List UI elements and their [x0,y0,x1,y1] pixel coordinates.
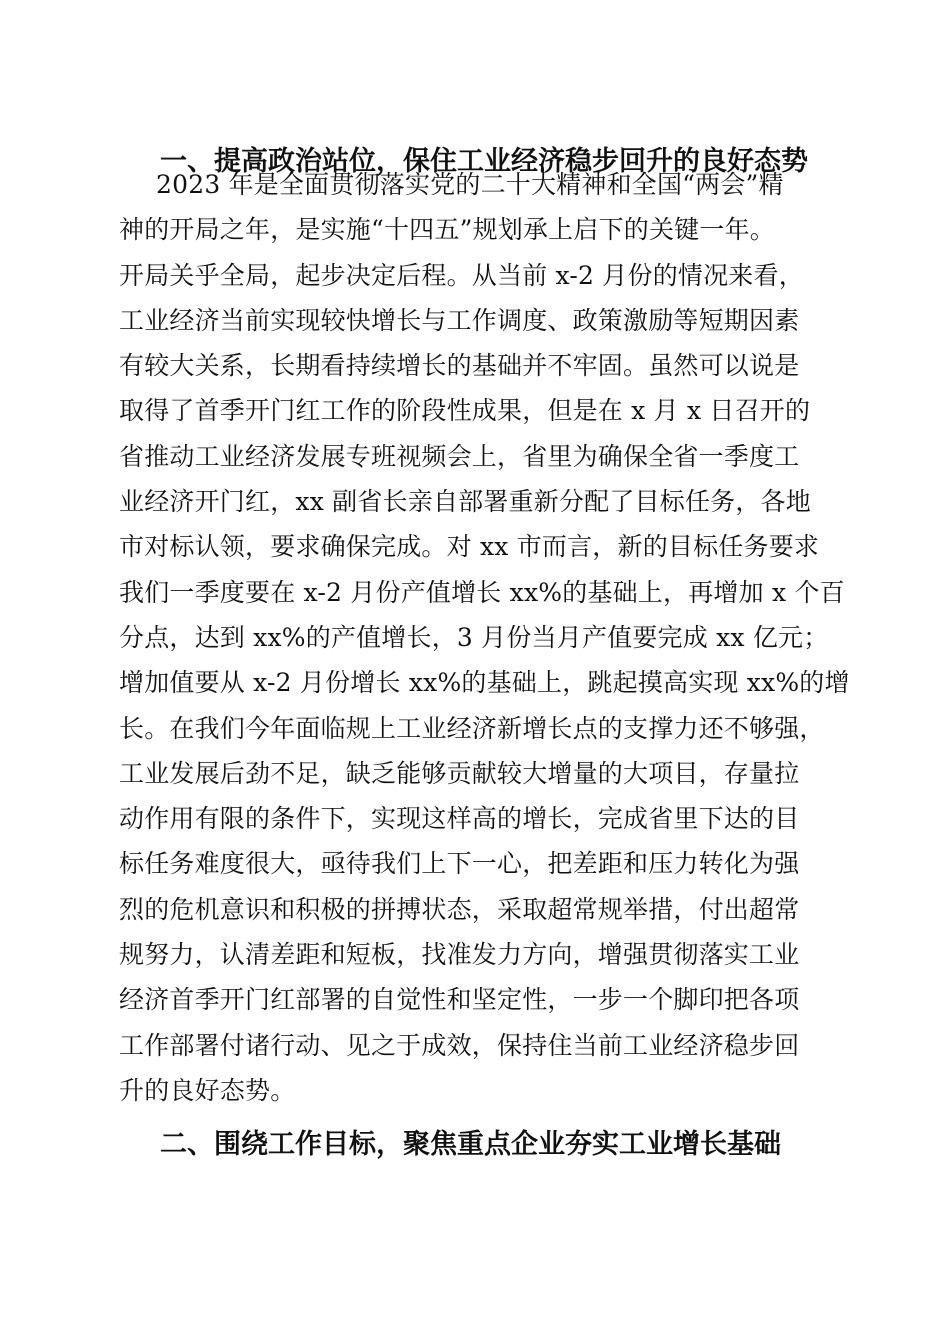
paragraph-line: 分点，达到 xx%的产值增长，3 月份当月产值要完成 xx 亿元； [119,622,829,652]
paragraph-line: 工业发展后劲不足，缺乏能够贡献较大增量的大项目，存量拉 [119,758,800,788]
paragraph-line: 取得了首季开门红工作的阶段性成果，但是在 x 月 x 日召开的 [119,396,811,426]
body-paragraph [119,162,850,1113]
section-heading-2: 二、围绕工作目标，聚焦重点企业夯实工业增长基础 [160,1129,781,1160]
paragraph-line: 长。在我们今年面临规上工业经济新增长点的支撑力还不够强， [119,713,825,743]
paragraph-line: 我们一季度要在 x-2 月份产值增长 xx%的基础上，再增加 x 个百 [119,577,845,607]
paragraph-line: 业经济开门红，xx 副省长亲自部署重新分配了目标任务，各地 [119,487,811,517]
paragraph-line: 升的良好态势。 [119,1075,296,1105]
paragraph-line: 市对标认领，要求确保完成。对 xx 市而言，新的目标任务要求 [119,532,820,562]
paragraph-line: 标任务难度很大，亟待我们上下一心，把差距和压力转化为强 [119,849,800,879]
paragraph-line: 工作部署付诸行动、见之于成效，保持住当前工业经济稳步回 [119,1030,800,1060]
paragraph-line: 2023 年是全面贯彻落实党的二十大精神和全国“两会”精 [156,170,784,199]
paragraph-line: 神的开局之年，是实施“十四五”规划承上启下的关键一年。 [119,215,775,245]
paragraph-line: 经济首季开门红部署的自觉性和坚定性，一步一个脚印把各项 [119,985,800,1015]
paragraph-line: 烈的危机意识和积极的拼搏状态，采取超常规举措，付出超常 [119,894,800,924]
section-heading-1: 一、提高政治站位，保住工业经济稳步回升的良好态势 [160,146,808,177]
paragraph-line: 有较大关系，长期看持续增长的基础并不牢固。虽然可以说是 [119,351,800,381]
paragraph-line: 开局关乎全局，起步决定后程。从当前 x-2 月份的情况来看， [119,260,804,290]
paragraph-line: 规努力，认清差距和短板，找准发力方向，增强贯彻落实工业 [119,940,800,970]
paragraph-line: 省推动工业经济发展专班视频会上，省里为确保全省一季度工 [119,441,800,471]
paragraph-line: 增加值要从 x-2 月份增长 xx%的基础上，跳起摸高实现 xx%的增 [119,668,850,698]
paragraph-line: 动作用有限的条件下，实现这样高的增长，完成省里下达的目 [119,804,800,834]
paragraph-line: 工业经济当前实现较快增长与工作调度、政策激励等短期因素 [119,305,800,335]
